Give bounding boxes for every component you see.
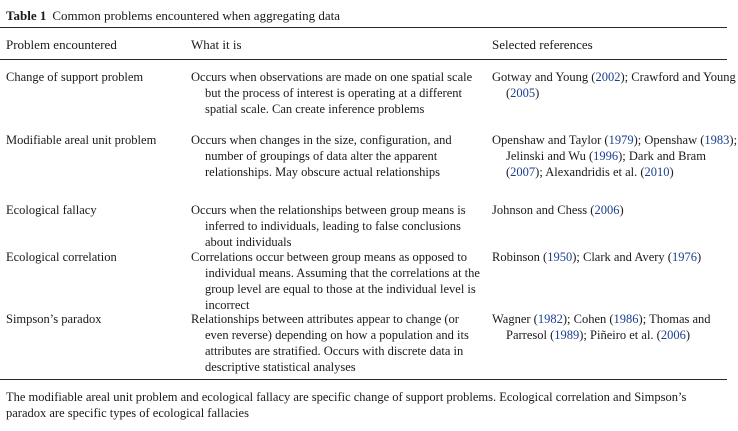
reference-close: ); (562, 312, 574, 326)
row-problem: Change of support problem (6, 70, 144, 84)
reference-year-link[interactable]: 2002 (595, 70, 621, 84)
row-references (492, 249, 738, 265)
reference-close: ) (696, 250, 702, 264)
row-description: Relationships between attributes appear to change (or even reverse) depending on how a population and its attributes are stratified. Occurs with discrete data in descriptive statistical analyses (191, 312, 469, 374)
reference-year-link[interactable]: 2006 (660, 328, 686, 342)
row-problem: Modifiable areal unit problem (6, 133, 157, 147)
reference-author: Clark and Avery ( (582, 250, 672, 264)
reference-year-link[interactable]: 2005 (510, 86, 536, 100)
reference-author: Jelinski and Wu ( (506, 149, 594, 163)
row-problem: Simpson’s paradox (6, 312, 102, 326)
top-rule (0, 27, 727, 28)
reference-close: ) (685, 328, 691, 342)
reference-close: ); (572, 250, 583, 264)
row-problem: Ecological correlation (6, 250, 117, 264)
reference-close: ) (619, 203, 624, 217)
row-references (492, 69, 738, 101)
header-problem: Problem encountered (6, 37, 117, 52)
header-rule (0, 59, 727, 60)
reference-close: ); (638, 312, 650, 326)
header-references: Selected references (492, 37, 593, 52)
row-references (492, 202, 738, 218)
table-label: Table 1 (6, 8, 47, 23)
reference-close: ); (729, 133, 738, 147)
reference-year-link[interactable]: 2006 (594, 203, 620, 217)
reference-author: Openshaw and Taylor ( (492, 133, 609, 147)
bottom-rule (0, 379, 727, 380)
reference-year-link[interactable]: 1950 (547, 250, 573, 264)
row-description: Occurs when the relationships between group means is inferred to individuals, leading to false conclusions about individuals (191, 203, 466, 249)
reference-author: Alexandridis et al. ( (545, 165, 645, 179)
header-what: What it is (191, 37, 242, 52)
table-title: Common problems encountered when aggregating data (52, 8, 341, 23)
reference-year-link[interactable]: 2007 (510, 165, 536, 179)
reference-close: ); (535, 165, 546, 179)
reference-year-link[interactable]: 1982 (537, 312, 563, 326)
row-references (492, 311, 738, 343)
reference-year-link[interactable]: 2010 (644, 165, 670, 179)
row-description: Occurs when observations are made on one spatial scale but the process of interest is operating at a different spatial scale. Can create inference problems (191, 70, 473, 116)
reference-close: ) (669, 165, 674, 179)
reference-author: Cohen ( (573, 312, 614, 326)
reference-author: Thomas and Parresol ( (506, 312, 711, 342)
reference-year-link[interactable]: 1996 (593, 149, 619, 163)
reference-year-link[interactable]: 1989 (554, 328, 580, 342)
reference-close: ); (620, 70, 632, 84)
row-references (492, 132, 738, 180)
reference-close: ); (633, 133, 645, 147)
reference-year-link[interactable]: 1983 (704, 133, 730, 147)
table-caption (6, 8, 340, 24)
reference-close: ) (535, 86, 540, 100)
row-description: Correlations occur between group means as opposed to individual means. Assuming that the correlations at the group level are equal to those at the individual level is incorrect (191, 250, 480, 312)
reference-author: Crawford and Young ( (506, 70, 736, 100)
reference-year-link[interactable]: 1986 (613, 312, 639, 326)
reference-year-link[interactable]: 1976 (671, 250, 697, 264)
reference-author: Gotway and Young ( (492, 70, 596, 84)
reference-close: ); (579, 328, 591, 342)
reference-author: Openshaw ( (644, 133, 705, 147)
reference-author: Johnson and Chess ( (492, 203, 595, 217)
reference-author: Robinson ( (492, 250, 548, 264)
table-footnote: The modifiable areal unit problem and ecological fallacy are specific change of support problems. Ecological correlation and Simpson’s paradox are specific types of ecological fallacies (6, 390, 687, 420)
reference-author: Wagner ( (492, 312, 538, 326)
row-description: Occurs when changes in the size, configuration, and number of groupings of data alter the apparent relationships. May obscure actual relationships (191, 133, 452, 179)
reference-author: Piñeiro et al. ( (590, 328, 661, 342)
reference-author: Dark and Bram ( (506, 149, 706, 179)
reference-year-link[interactable]: 1979 (608, 133, 634, 147)
row-problem: Ecological fallacy (6, 203, 97, 217)
reference-close: ); (618, 149, 629, 163)
